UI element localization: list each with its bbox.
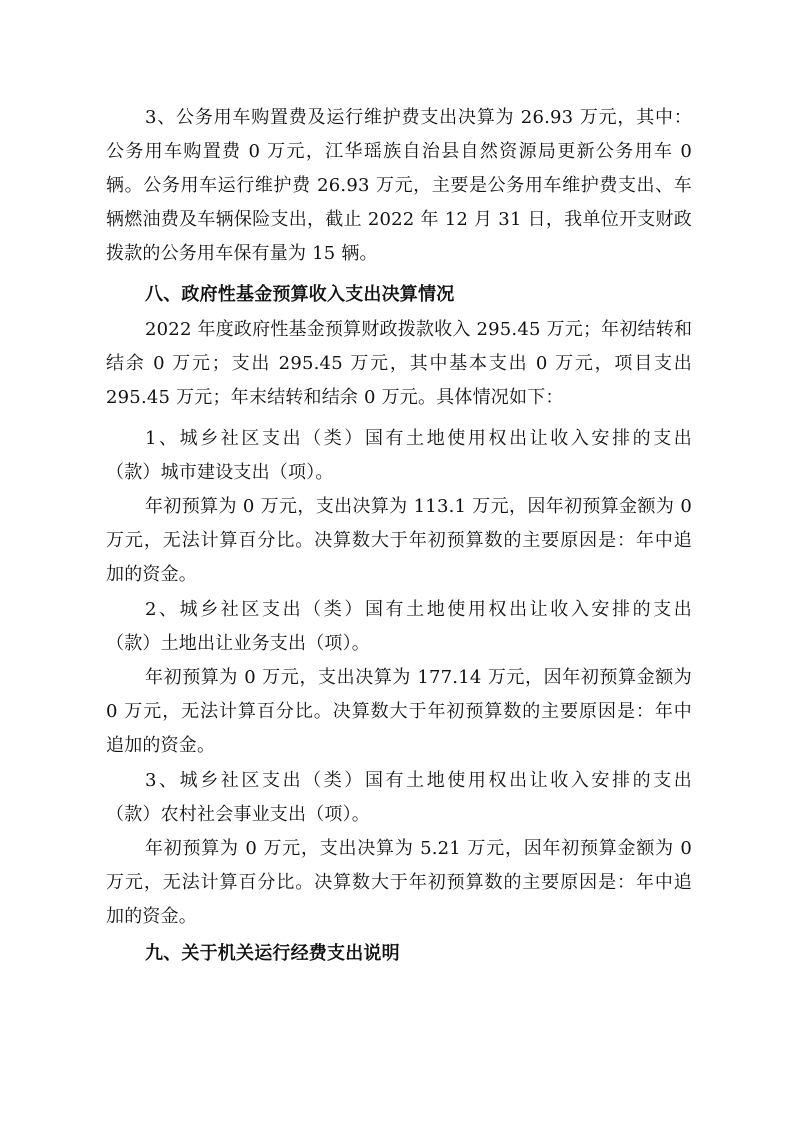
item-1-detail-line-2: 万元，无法计算百分比。决算数大于年初预算数的主要原因是：年中追 — [106, 530, 692, 551]
vehicle-expense-line-3: 辆。公务用车运行维护费 26.93 万元，主要是公务用车维护费支出、车 — [106, 175, 692, 196]
item-1-detail-line-1: 年初预算为 0 万元，支出决算为 113.1 万元，因年初预算金额为 0 — [145, 496, 692, 517]
fund-overview-line-3: 295.45 万元；年末结转和结余 0 万元。具体情况如下： — [106, 387, 564, 408]
item-3-detail-line-1: 年初预算为 0 万元，支出决算为 5.21 万元，因年初预算金额为 0 — [145, 838, 692, 859]
item-1-detail-line-3: 加的资金。 — [106, 564, 197, 585]
section-heading-operating-expenses: 九、关于机关运行经费支出说明 — [145, 943, 400, 964]
item-2-detail-line-3: 追加的资金。 — [106, 735, 216, 756]
item-2-detail-line-1: 年初预算为 0 万元，支出决算为 177.14 万元，因年初预算金额为 — [145, 667, 692, 688]
section-heading-government-fund: 八、政府性基金预算收入支出决算情况 — [145, 284, 455, 305]
item-3-title-line-2: （款）农村社会事业支出（项）。 — [106, 804, 370, 825]
vehicle-expense-line-2: 公务用车购置费 0 万元，江华瑶族自治县自然资源局更新公务用车 0 — [106, 141, 692, 162]
item-2-detail-line-2: 0 万元，无法计算百分比。决算数大于年初预算数的主要原因是：年中 — [106, 701, 692, 722]
fund-overview-line-2: 结余 0 万元；支出 295.45 万元，其中基本支出 0 万元，项目支出 — [106, 353, 692, 374]
vehicle-expense-line-1: 3、公务用车购置费及运行维护费支出决算为 26.93 万元，其中： — [145, 107, 692, 128]
item-3-detail-line-2: 万元，无法计算百分比。决算数大于年初预算数的主要原因是：年中追 — [106, 872, 692, 893]
item-2-title-line-2: （款）土地出让业务支出（项）。 — [106, 633, 370, 654]
vehicle-expense-line-5: 拨款的公务用车保有量为 15 辆。 — [106, 243, 378, 264]
fund-overview-line-1: 2022 年度政府性基金预算财政拨款收入 295.45 万元；年初结转和 — [145, 319, 693, 340]
item-1-title-line-2: （款）城市建设支出（项）。 — [106, 462, 334, 483]
item-2-title-line-1: 2、城乡社区支出（类）国有土地使用权出让收入安排的支出 — [145, 599, 692, 620]
item-3-title-line-1: 3、城乡社区支出（类）国有土地使用权出让收入安排的支出 — [145, 770, 692, 791]
item-1-title-line-1: 1、城乡社区支出（类）国有土地使用权出让收入安排的支出 — [145, 428, 692, 449]
item-3-detail-line-3: 加的资金。 — [106, 906, 197, 927]
vehicle-expense-line-4: 辆燃油费及车辆保险支出，截止 2022 年 12 月 31 日，我单位开支财政 — [106, 209, 692, 230]
